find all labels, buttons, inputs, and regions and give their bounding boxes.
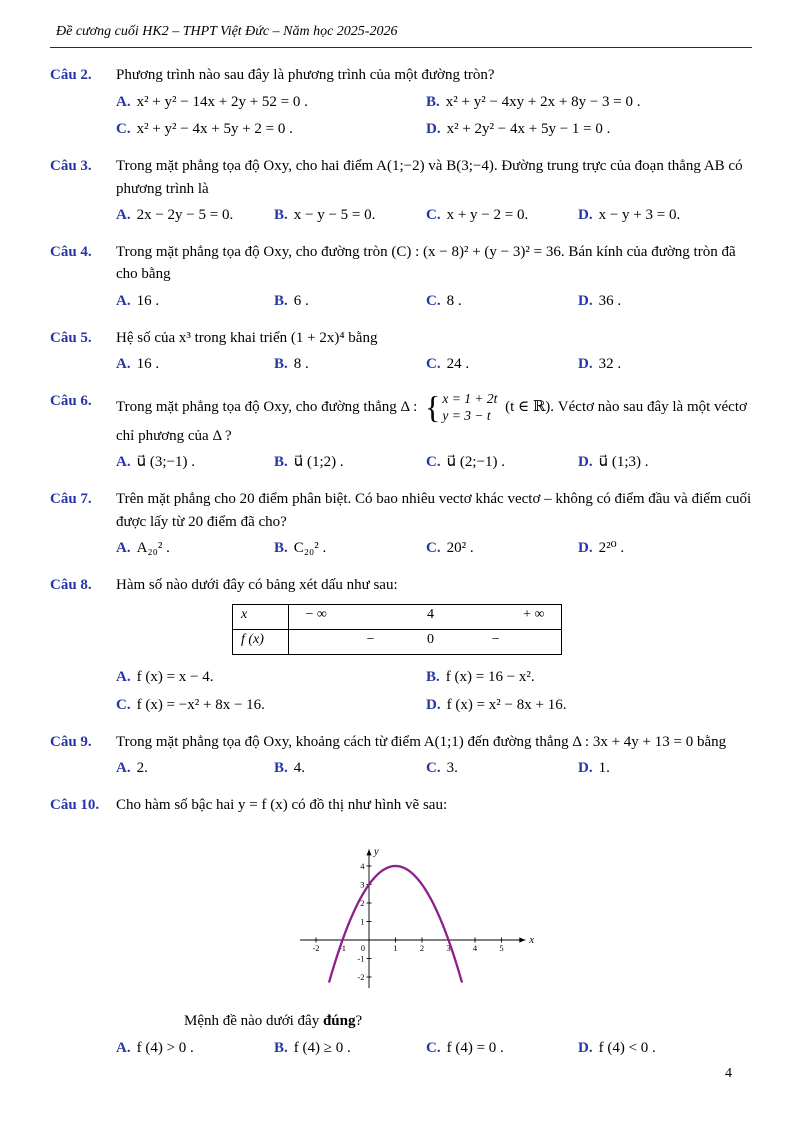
header-rule — [50, 47, 752, 48]
option-text: f (x) = −x² + 8x − 16. — [136, 697, 265, 714]
question-stem: Trong mặt phẳng tọa độ Oxy, cho hai điểm A(1;−2) và B(3;−4). Đường trung trực của đoạn thẳng AB có phương trình là — [116, 158, 743, 197]
option-text: f (4) ≥ 0 . — [293, 1040, 351, 1057]
prompt-bold-text: đúng — [322, 1012, 356, 1029]
question-4 — [50, 241, 752, 314]
table-cell: 0 — [426, 632, 434, 648]
stem-text-pre: Trong mặt phẳng tọa độ Oxy, cho đường thẳng Δ : — [116, 398, 418, 415]
option-text: f (4) = 0 . — [446, 1040, 504, 1057]
option-text: x² + 2y² − 4x + 5y − 1 = 0 . — [446, 121, 611, 138]
option-label: D. — [578, 207, 593, 223]
question-number: Câu 6. — [50, 392, 92, 409]
options-grid — [116, 352, 752, 377]
parabola-graph — [289, 823, 539, 1008]
option-label: C. — [426, 454, 441, 471]
options-grid — [116, 289, 752, 314]
option-b — [426, 665, 752, 690]
option-label: C. — [116, 121, 131, 138]
svg-text:1: 1 — [393, 942, 398, 953]
option-text: f (x) = x² − 8x + 16. — [446, 697, 567, 714]
option-label: C. — [426, 207, 441, 223]
svg-text:3: 3 — [360, 879, 365, 890]
option-c — [426, 289, 578, 314]
option-a — [116, 352, 274, 377]
question-stem — [116, 390, 752, 448]
option-d — [578, 450, 752, 475]
option-label: A. — [116, 540, 131, 557]
graph-container — [116, 823, 712, 1008]
option-b — [274, 756, 426, 781]
question-stem: Trong mặt phẳng tọa độ Oxy, khoảng cách từ điểm A(1;1) đến đường thẳng Δ : 3x + 4y + 13 = 0 bằng — [116, 733, 727, 750]
option-text: 16 . — [136, 292, 160, 309]
page-number: 4 — [725, 1066, 732, 1081]
option-text: 24 . — [446, 356, 470, 372]
system-line-2: y = 3 − t — [442, 408, 491, 424]
table-cell: − — [366, 632, 375, 648]
question-6 — [50, 390, 752, 475]
prompt-text: ? — [355, 1012, 363, 1029]
option-c — [426, 450, 578, 475]
option-b — [274, 536, 426, 561]
option-b — [426, 90, 752, 115]
brace-glyph: { — [425, 388, 441, 425]
question-stem: Phương trình nào sau đây là phương trình của một đường tròn? — [116, 67, 495, 83]
option-b — [274, 352, 426, 377]
svg-text:1: 1 — [360, 916, 365, 927]
option-label: B. — [274, 292, 288, 309]
option-a — [116, 665, 426, 690]
question-2 — [50, 64, 752, 142]
option-a — [116, 536, 274, 561]
svg-text:-2: -2 — [357, 971, 365, 982]
question-number: Câu 10. — [50, 797, 100, 814]
option-label: A. — [116, 292, 131, 309]
option-label: B. — [274, 356, 288, 372]
option-label: B. — [274, 760, 288, 777]
option-b — [274, 203, 426, 228]
svg-text:2: 2 — [419, 942, 425, 953]
option-a — [116, 90, 426, 115]
stem-text-post: (t ∈ ℝ). Véctơ nào sau đây là một véctơ chỉ phương của Δ ? — [116, 398, 747, 444]
option-label: C. — [426, 540, 441, 557]
option-label: D. — [578, 1040, 593, 1057]
option-label: C. — [426, 760, 441, 777]
option-d — [426, 693, 752, 718]
option-text: 16 . — [136, 356, 160, 372]
sign-table-row-fx — [233, 629, 561, 654]
equation-system — [425, 390, 497, 425]
prompt-text: Mệnh đề nào dưới đây — [184, 1012, 323, 1029]
svg-text:3: 3 — [446, 942, 451, 953]
options-grid — [116, 450, 752, 475]
options-grid — [116, 203, 752, 228]
option-text: x² + y² − 4xy + 2x + 8y − 3 = 0 . — [445, 93, 641, 110]
option-c — [426, 536, 578, 561]
option-c — [116, 693, 426, 718]
option-c — [426, 756, 578, 781]
option-a — [116, 450, 274, 475]
option-label: B. — [426, 669, 440, 686]
svg-text:4: 4 — [360, 860, 365, 871]
question-10 — [50, 794, 752, 1061]
option-text: 20² . — [446, 540, 474, 557]
option-text: u⃗ (1;2) . — [293, 454, 344, 471]
option-label: C. — [426, 1040, 441, 1057]
option-text: 32 . — [598, 356, 622, 372]
option-text: 6 . — [293, 292, 309, 309]
table-fvar: f (x) — [233, 630, 289, 654]
option-label: D. — [578, 760, 593, 777]
option-text: 4. — [293, 760, 306, 777]
table-cell: 4 — [426, 607, 434, 623]
option-d — [578, 536, 752, 561]
option-label: A. — [116, 760, 131, 777]
option-a — [116, 203, 274, 228]
table-cell: + ∞ — [523, 607, 545, 623]
option-label: C. — [426, 356, 441, 372]
option-text: u⃗ (3;−1) . — [136, 454, 195, 471]
option-label: D. — [578, 356, 593, 372]
options-grid — [116, 90, 752, 143]
question-stem: Trên mặt phẳng cho 20 điểm phân biệt. Có bao nhiêu vectơ khác vectơ – không có điểm đầu và điểm cuối được lấy từ 20 điểm đã cho? — [116, 491, 752, 530]
svg-text:4: 4 — [472, 942, 478, 953]
options-grid — [116, 665, 752, 718]
option-label: A. — [116, 93, 131, 110]
option-label: B. — [274, 454, 288, 471]
document-header: Đề cương cuối HK2 – THPT Việt Đức – Năm học 2025-2026 — [56, 24, 398, 39]
table-cell: − ∞ — [305, 607, 327, 623]
option-d — [578, 352, 752, 377]
option-text: x + y − 2 = 0. — [446, 207, 529, 223]
option-text: 1. — [598, 760, 610, 777]
question-7 — [50, 488, 752, 561]
option-text: u⃗ (1;3) . — [598, 454, 649, 471]
option-text: f (x) = 16 − x². — [445, 669, 535, 686]
option-label: B. — [274, 540, 288, 557]
svg-text:-1: -1 — [357, 953, 365, 964]
option-text: x − y − 5 = 0. — [293, 207, 376, 223]
option-label: D. — [578, 454, 593, 471]
question-number: Câu 9. — [50, 733, 92, 750]
option-b — [274, 450, 426, 475]
question-5 — [50, 327, 752, 377]
option-label: A. — [116, 454, 131, 471]
table-var: x — [233, 605, 289, 629]
option-b — [274, 289, 426, 314]
question-number: Câu 3. — [50, 158, 92, 174]
option-text: 8 . — [293, 356, 309, 372]
option-text: x − y + 3 = 0. — [598, 207, 681, 223]
option-text: x² + y² − 4x + 5y + 2 = 0 . — [136, 121, 293, 138]
option-c — [116, 117, 426, 142]
option-text: 3. — [446, 760, 458, 777]
question-8 — [50, 574, 752, 718]
question-number: Câu 7. — [50, 491, 92, 508]
option-label: B. — [426, 93, 440, 110]
option-label: D. — [578, 292, 593, 309]
svg-text:-1: -1 — [338, 942, 347, 953]
option-label: A. — [116, 356, 131, 372]
question-number: Câu 4. — [50, 243, 92, 260]
question-stem: Trong mặt phẳng tọa độ Oxy, cho đường tròn (C) : (x − 8)² + (y − 3)² = 36. Bán kính của đường tròn đã cho bằng — [116, 243, 736, 283]
question-stem: Hàm số nào dưới đây có bảng xét dấu như sau: — [116, 576, 398, 593]
option-text: x² + y² − 14x + 2y + 52 = 0 . — [136, 93, 308, 110]
question-stem: Hệ số của x³ trong khai triển (1 + 2x)⁴ bằng — [116, 329, 378, 346]
svg-text:y: y — [374, 845, 379, 857]
option-d — [578, 1036, 752, 1061]
option-d — [578, 289, 752, 314]
option-label: C. — [426, 292, 441, 309]
option-text: f (4) > 0 . — [136, 1040, 194, 1057]
option-label: A. — [116, 207, 131, 223]
svg-text:-2: -2 — [312, 942, 320, 953]
option-label: D. — [578, 540, 593, 557]
option-d — [578, 203, 752, 228]
option-label: D. — [426, 697, 441, 714]
svg-text:x: x — [529, 934, 535, 946]
option-d — [426, 117, 752, 142]
options-grid — [116, 536, 752, 561]
option-c — [426, 352, 578, 377]
sign-table-row-x — [233, 605, 561, 629]
option-label: A. — [116, 669, 131, 686]
option-c — [426, 203, 578, 228]
option-text: u⃗ (2;−1) . — [446, 454, 505, 471]
option-c — [426, 1036, 578, 1061]
option-text: C₂₀² . — [293, 540, 327, 557]
question-prompt — [184, 1010, 752, 1033]
option-label: C. — [116, 697, 131, 714]
option-label: A. — [116, 1040, 131, 1057]
option-text: 2²⁰ . — [598, 540, 625, 557]
option-text: 2x − 2y − 5 = 0. — [136, 207, 234, 223]
sign-table — [232, 604, 562, 655]
option-text: 2. — [136, 760, 148, 777]
table-cell: − — [491, 632, 500, 648]
option-a — [116, 756, 274, 781]
svg-text:2: 2 — [360, 897, 365, 908]
question-number: Câu 5. — [50, 329, 92, 346]
option-text: 8 . — [446, 292, 462, 309]
svg-text:5: 5 — [499, 942, 504, 953]
option-a — [116, 289, 274, 314]
option-a — [116, 1036, 274, 1061]
option-d — [578, 756, 752, 781]
option-text: f (4) < 0 . — [598, 1040, 656, 1057]
option-text: A₂₀² . — [136, 540, 170, 557]
question-stem: Cho hàm số bậc hai y = f (x) có đồ thị như hình vẽ sau: — [116, 797, 448, 814]
option-text: 36 . — [598, 292, 622, 309]
question-3 — [50, 155, 752, 228]
option-b — [274, 1036, 426, 1061]
question-9 — [50, 731, 752, 781]
option-text: f (x) = x − 4. — [136, 669, 214, 686]
option-label: D. — [426, 121, 441, 138]
options-grid — [116, 1036, 752, 1061]
question-number: Câu 8. — [50, 576, 92, 593]
options-grid — [116, 756, 752, 781]
option-label: B. — [274, 1040, 288, 1057]
svg-text:0: 0 — [360, 942, 365, 953]
system-line-1: x = 1 + 2t — [442, 390, 498, 406]
option-label: B. — [274, 207, 288, 223]
question-number: Câu 2. — [50, 67, 92, 83]
